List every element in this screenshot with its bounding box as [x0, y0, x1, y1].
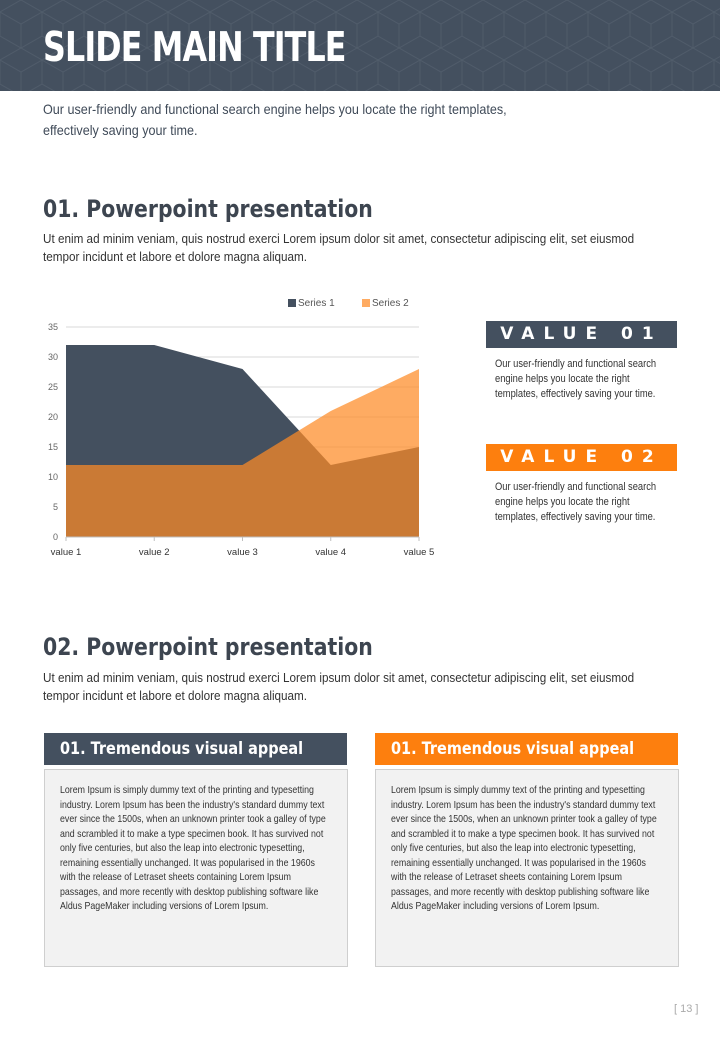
x-tick-label: value 1 [50, 547, 82, 558]
value-02-label: VALUE 02 [500, 447, 663, 467]
card-2-header [375, 733, 678, 765]
page-number: [ 13 ] [674, 1003, 699, 1015]
subtitle-line-2: effectively saving your time. [43, 122, 198, 138]
value-02-desc: Our user-friendly and functional search engine helps you locate the right templates, effectively saving your time. [495, 481, 657, 523]
x-tick-label: value 5 [403, 547, 435, 558]
subtitle [43, 99, 547, 141]
card-2-text: Lorem Ipsum is simply dummy text of the printing and typesetting industry. Lorem Ipsum has been the industry's standard dummy text ever since the 1500s, when an unknown printer took a galley of type and scrambled it to make a type specimen book. It has survived not only five centuries, but also the leap into electronic typesetting, remaining essentially unchanged. It was popularised in the 1960s with the release of Letraset sheets containing Lorem Ipsum passages, and more recently with desktop publishing software like Aldus PageMaker including versions of Lorem Ipsum. [391, 784, 657, 912]
y-tick-label: 15 [47, 442, 58, 452]
value-01-box [486, 321, 677, 348]
y-tick-label: 10 [47, 472, 58, 482]
value-01-label: VALUE 01 [500, 324, 663, 344]
y-tick-label: 20 [47, 412, 58, 422]
section2-heading: 02. Powerpoint presentation [43, 633, 373, 661]
y-tick-label: 35 [47, 322, 58, 332]
y-tick-label: 0 [52, 532, 58, 542]
y-tick-label: 25 [47, 382, 58, 392]
x-tick-label: value 2 [138, 547, 170, 558]
subtitle-line-1: Our user-friendly and functional search engine helps you locate the right templates, [43, 101, 507, 117]
card-2-body [375, 769, 679, 967]
y-tick-label: 5 [52, 502, 58, 512]
y-tick-label: 30 [47, 352, 58, 362]
card-1-header [44, 733, 347, 765]
value-01-desc: Our user-friendly and functional search engine helps you locate the right templates, effectively saving your time. [495, 358, 657, 400]
legend-label: Series 1 [298, 298, 335, 309]
area-chart [30, 288, 450, 568]
x-tick-label: value 4 [315, 547, 347, 558]
title-banner [0, 0, 720, 91]
card-1-body [44, 769, 348, 967]
section2-body: Ut enim ad minim veniam, quis nostrud exerci Lorem ipsum dolor sit amet, consectetur adipiscing elit, set eiusmod tempor incidunt et labore et dolore magna aliquam. [43, 670, 635, 703]
legend-label: Series 2 [372, 298, 409, 309]
card-1-text: Lorem Ipsum is simply dummy text of the printing and typesetting industry. Lorem Ipsum has been the industry's standard dummy text ever since the 1500s, when an unknown printer took a galley of type and scrambled it to make a type specimen book. It has survived not only five centuries, but also the leap into electronic typesetting, remaining essentially unchanged. It was popularised in the 1960s with the release of Letraset sheets containing Lorem Ipsum passages, and more recently with desktop publishing software like Aldus PageMaker including versions of Lorem Ipsum. [60, 784, 326, 912]
legend-swatch [288, 299, 296, 307]
page-title: SLIDE MAIN TITLE [43, 23, 346, 71]
value-02-box [486, 444, 677, 471]
legend-swatch [362, 299, 370, 307]
section1-heading: 01. Powerpoint presentation [43, 195, 373, 223]
x-tick-label: value 3 [227, 547, 258, 558]
section1-body: Ut enim ad minim veniam, quis nostrud exerci Lorem ipsum dolor sit amet, consectetur adipiscing elit, set eiusmod tempor incidunt et labore et dolore magna aliquam. [43, 231, 635, 264]
card-2-title: 01. Tremendous visual appeal [391, 739, 635, 759]
card-1-title: 01. Tremendous visual appeal [60, 739, 304, 759]
